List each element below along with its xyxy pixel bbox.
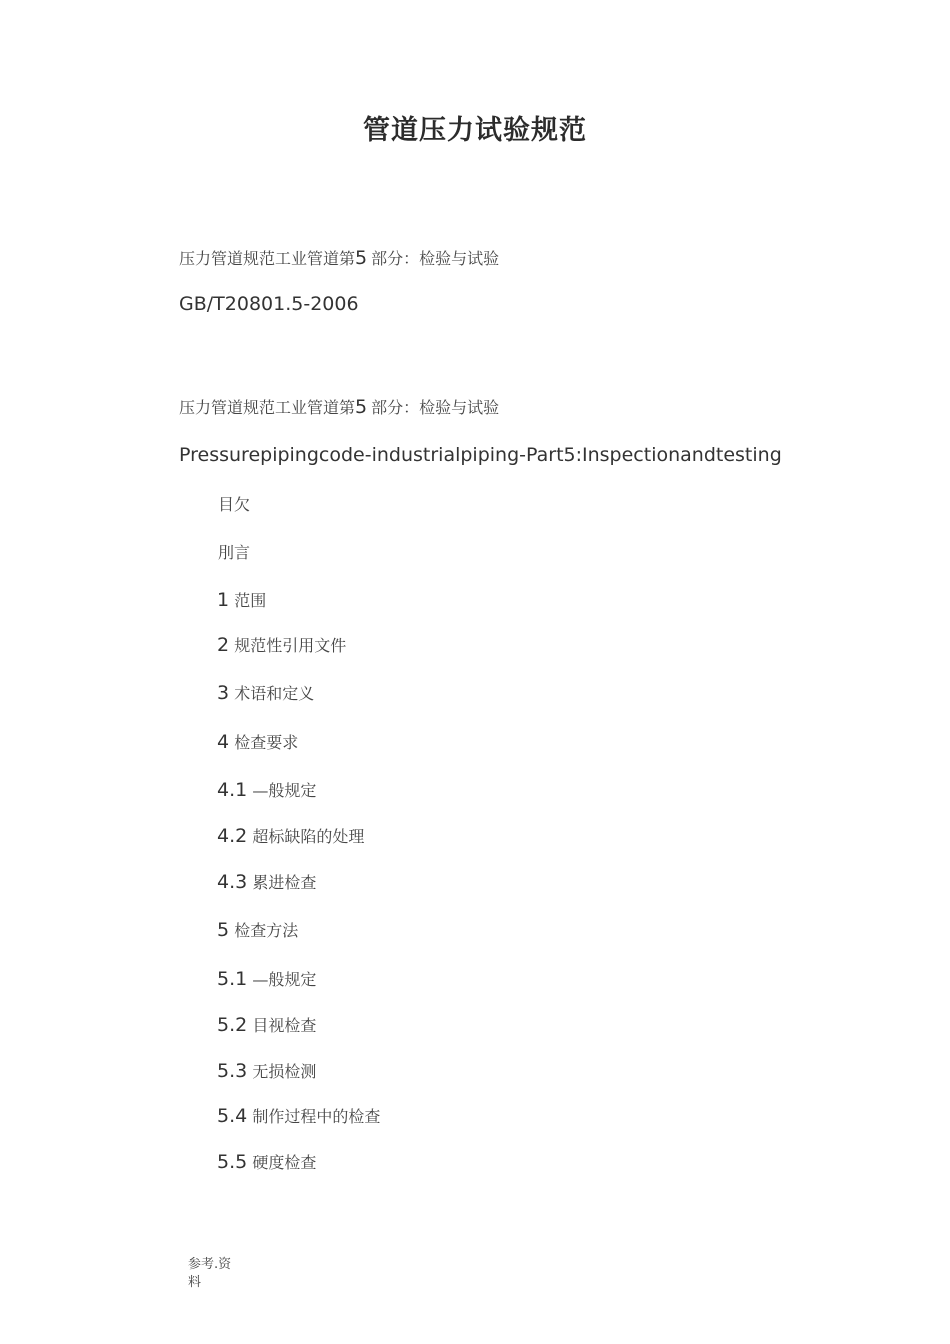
toc-item — [217, 1153, 316, 1172]
toc-item-number: 2 — [217, 634, 230, 656]
toc-item — [217, 684, 314, 703]
toc-item-number: 3 — [217, 682, 230, 704]
toc-item-number: 5 — [217, 919, 230, 941]
toc-item-text: 目视检查 — [252, 1016, 317, 1035]
toc-item-text: —般规定 — [252, 970, 317, 989]
toc-item — [218, 545, 250, 561]
toc-item-text: 刖言 — [218, 543, 251, 562]
document-title: 管道压力试验规范 — [363, 115, 587, 146]
subtitle-1-suffix: 部分：检验与试验 — [371, 249, 500, 268]
toc-item-number: 4.1 — [217, 779, 248, 801]
toc-item — [217, 591, 266, 610]
toc-item-number: 5.5 — [217, 1151, 248, 1173]
toc-item — [217, 873, 316, 892]
toc-item — [217, 921, 298, 940]
subtitle-2-suffix: 部分：检验与试验 — [371, 398, 500, 417]
toc-item — [217, 636, 346, 655]
toc-item-number: 5.2 — [217, 1014, 248, 1036]
toc-item-number: 4.2 — [217, 825, 248, 847]
toc-item-text: 检查要求 — [234, 733, 299, 752]
subtitle-2-number: 5 — [355, 396, 368, 418]
toc-item-text: —般规定 — [252, 781, 317, 800]
toc-item-number: 4 — [217, 731, 230, 753]
toc-item-number: 4.3 — [217, 871, 248, 893]
toc-item — [217, 1016, 316, 1035]
toc-item — [217, 970, 316, 989]
toc-item-number: 5.4 — [217, 1105, 248, 1127]
toc-item-text: 术语和定义 — [234, 684, 315, 703]
subtitle-2-prefix: 压力管道规范工业管道第 — [179, 398, 356, 417]
toc-item — [217, 1107, 380, 1126]
toc-heading: 目欠 — [218, 495, 251, 514]
toc-item-number: 5.1 — [217, 968, 248, 990]
toc-item — [217, 827, 364, 846]
standard-code: GB/T20801.5-2006 — [179, 293, 359, 315]
subtitle-1-prefix: 压力管道规范工业管道第 — [179, 249, 356, 268]
toc-item — [217, 781, 316, 800]
subtitle-line-2 — [179, 398, 499, 417]
toc-item-text: 规范性引用文件 — [234, 636, 347, 655]
toc-item-number: 1 — [217, 589, 230, 611]
toc-item-text: 超标缺陷的处理 — [252, 827, 365, 846]
toc-item-number: 5.3 — [217, 1060, 248, 1082]
subtitle-1-number: 5 — [355, 247, 368, 269]
page-footer-note: 参考.资料 — [188, 1257, 232, 1290]
toc-item — [217, 733, 298, 752]
toc-item-text: 制作过程中的检查 — [252, 1107, 381, 1126]
subtitle-line-1 — [179, 249, 499, 268]
toc-item-text: 范围 — [234, 591, 267, 610]
toc-item-text: 检查方法 — [234, 921, 299, 940]
toc-item — [217, 1062, 316, 1081]
toc-item-text: 累进检查 — [252, 873, 317, 892]
toc-item-text: 硬度检查 — [252, 1153, 317, 1172]
toc-item-text: 无损检测 — [252, 1062, 317, 1081]
english-title: Pressurepipingcode-industrialpiping-Part5:Inspectionandtesting — [179, 444, 782, 466]
